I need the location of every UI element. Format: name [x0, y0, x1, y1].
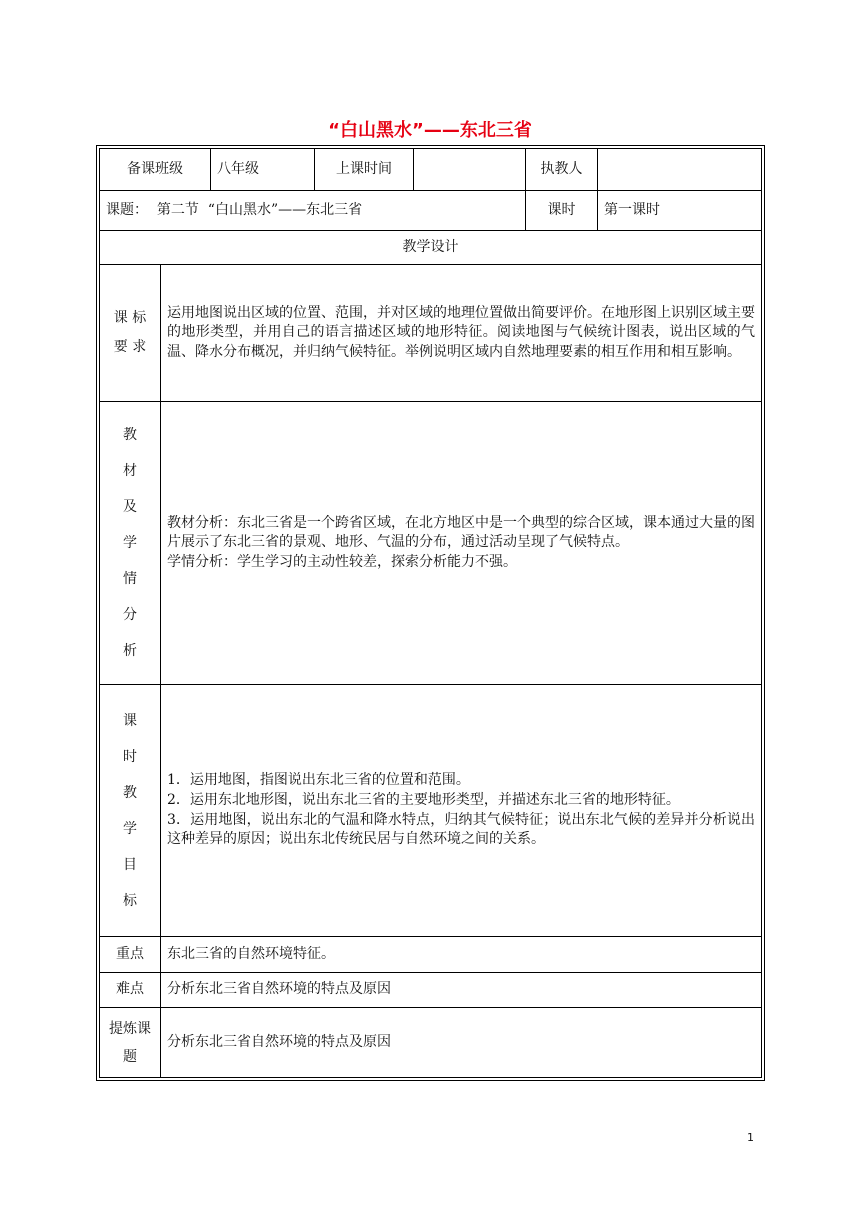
- document-title: “白山黑水”——东北三省: [328, 120, 532, 141]
- key-point-text: 东北三省的自然环境特征。: [161, 937, 762, 973]
- objective-item: 2．运用东北地形图，说出东北三省的主要地形类型，并描述东北三省的地形特征。: [167, 791, 680, 808]
- difficulty-text: 分析东北三省自然环境的特点及原因: [161, 973, 762, 1008]
- row-topic: [100, 191, 762, 231]
- page-number: 1: [747, 1131, 754, 1144]
- curriculum-text: 运用地图说出区域的位置、范围，并对区域的地理位置做出简要评价。在地形图上识别区域主要的地形类型，并用自己的语言描述区域的地形特征。阅读地图与气候统计图表，说出区域的气温、降水分布概况，并归纳气候特征。举例说明区域内自然地理要素的相互作用和相互影响。: [161, 265, 762, 402]
- teacher-value: [598, 149, 762, 191]
- analysis-label-char: 材: [123, 463, 137, 479]
- textbook-analysis: 教材分析：东北三省是一个跨省区域，在北方地区中是一个典型的综合区域，课本通过大量的图片展示了东北三省的景观、地形、气温的分布，通过活动呈现了气候特点。: [167, 514, 755, 551]
- refine-label: 提炼课题: [100, 1008, 161, 1078]
- analysis-label: [100, 402, 161, 685]
- analysis-label-char: 析: [123, 643, 137, 659]
- analysis-label-char: 分: [123, 607, 137, 623]
- objectives-content: [161, 685, 762, 937]
- teacher-label: 执教人: [526, 149, 598, 191]
- objectives-label-char: 课: [123, 712, 137, 729]
- time-value: [414, 149, 526, 191]
- objectives-label-char: 目: [123, 856, 137, 873]
- design-header: 教学设计: [100, 231, 762, 265]
- refine-text: 分析东北三省自然环境的特点及原因: [161, 1008, 762, 1078]
- analysis-label-char: 教: [123, 427, 137, 443]
- period-label: 课时: [526, 191, 598, 231]
- objectives-label-char: 教: [123, 784, 137, 801]
- analysis-label-char: 及: [123, 499, 137, 515]
- period-value: 第一课时: [598, 191, 762, 231]
- student-analysis: 学情分析：学生学习的主动性较差，探索分析能力不强。: [167, 553, 517, 570]
- grade-value: 八年级: [211, 149, 315, 191]
- objectives-label-char: 学: [123, 820, 137, 837]
- difficulty-label: 难点: [100, 973, 161, 1008]
- objectives-label-char: 时: [123, 748, 137, 765]
- time-label: 上课时间: [315, 149, 414, 191]
- topic-cell: 课题： 第二节 “白山黑水”——东北三省: [100, 191, 526, 231]
- row-refine: [100, 1008, 762, 1078]
- analysis-label-char: 情: [123, 571, 137, 587]
- objectives-label: [100, 685, 161, 937]
- objectives-label-char: 标: [123, 892, 137, 909]
- key-point-label: 重点: [100, 937, 161, 973]
- objective-item: 1．运用地图，指图说出东北三省的位置和范围。: [167, 772, 470, 789]
- row-analysis: [100, 402, 762, 685]
- curriculum-label: 课 标 要 求: [100, 265, 161, 402]
- row-class-info: [100, 149, 762, 191]
- analysis-label-char: 学: [123, 535, 137, 551]
- objective-item: 3．运用地图，说出东北的气温和降水特点，归纳其气候特征；说出东北气候的差异并分析说出这种差异的原因；说出东北传统民居与自然环境之间的关系。: [167, 811, 755, 848]
- class-label: 备课班级: [100, 149, 211, 191]
- row-objectives: [100, 685, 762, 937]
- lesson-plan-table: [99, 148, 762, 1078]
- row-key-point: [100, 937, 762, 973]
- analysis-content: [161, 402, 762, 685]
- row-design-header: [100, 231, 762, 265]
- row-curriculum: [100, 265, 762, 402]
- row-difficulty: [100, 973, 762, 1008]
